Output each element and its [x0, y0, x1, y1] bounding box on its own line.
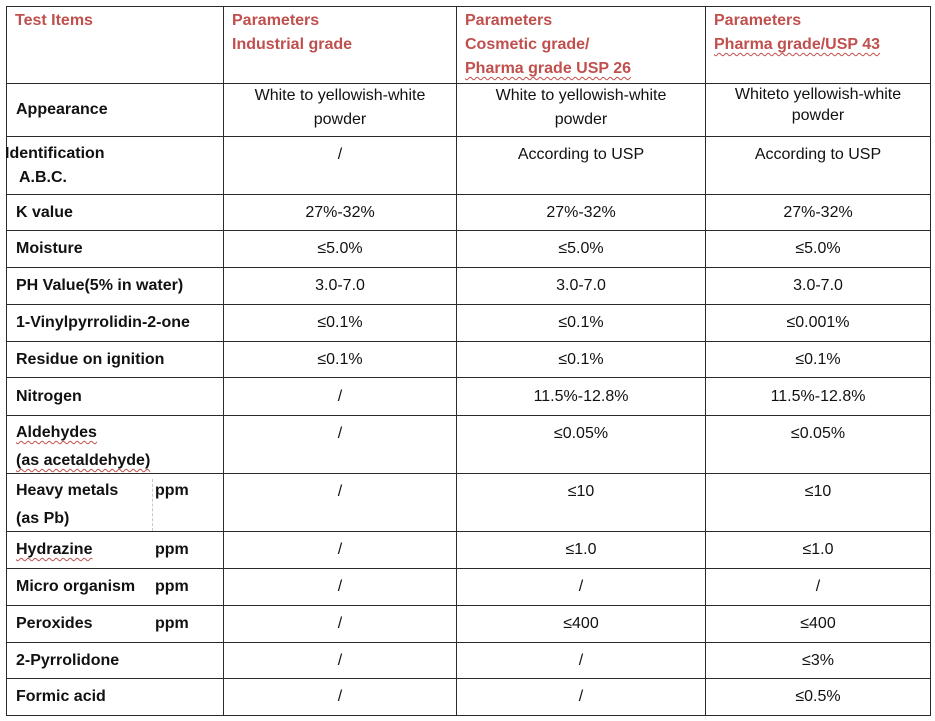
specification-table — [6, 6, 931, 716]
value-pharma: ≤1.0 — [706, 532, 931, 569]
value-industrial: / — [224, 569, 457, 606]
value-cosmetic: 3.0-7.0 — [457, 268, 706, 305]
value-pharma: 11.5%-12.8% — [706, 378, 931, 416]
value-pharma: ≤5.0% — [706, 231, 931, 268]
value-industrial: / — [224, 416, 457, 474]
value-cosmetic: ≤10 — [457, 474, 706, 532]
unit-label: ppm — [152, 479, 223, 531]
value-industrial: 27%-32% — [224, 195, 457, 231]
item-aldehydes: Aldehydes (as acetaldehyde) — [7, 416, 224, 474]
item-2-pyrrolidone: 2-Pyrrolidone — [7, 643, 224, 679]
table-row — [7, 378, 931, 416]
value-cosmetic: ≤400 — [457, 606, 706, 643]
value-industrial: / — [224, 137, 457, 195]
table-row — [7, 679, 931, 716]
header-cosmetic-grade: Parameters Cosmetic grade/ Pharma grade USP 26 — [457, 7, 706, 84]
unit-label: ppm — [155, 615, 189, 632]
value-industrial: 3.0-7.0 — [224, 268, 457, 305]
value-pharma: According to USP — [706, 137, 931, 195]
table-row — [7, 606, 931, 643]
value-pharma: ≤3% — [706, 643, 931, 679]
item-heavy-metals: Heavy metals (as Pb) ppm — [7, 474, 224, 532]
item-residue-on-ignition: Residue on ignition — [7, 342, 224, 378]
value-industrial: / — [224, 643, 457, 679]
value-pharma: ≤10 — [706, 474, 931, 532]
table-row — [7, 231, 931, 268]
value-pharma: ≤0.5% — [706, 679, 931, 716]
table-row — [7, 532, 931, 569]
value-pharma: 27%-32% — [706, 195, 931, 231]
item-peroxides: Peroxides ppm — [7, 606, 224, 643]
item-vinylpyrrolidinone: 1-Vinylpyrrolidin-2-one — [7, 305, 224, 342]
table-row — [7, 474, 931, 532]
header-test-items: Test Items — [7, 7, 224, 84]
table-row — [7, 84, 931, 137]
value-industrial: White to yellowish-white powder — [224, 84, 457, 137]
value-cosmetic: ≤0.05% — [457, 416, 706, 474]
value-cosmetic: ≤1.0 — [457, 532, 706, 569]
value-industrial: / — [224, 606, 457, 643]
table-row — [7, 195, 931, 231]
value-industrial: / — [224, 532, 457, 569]
unit-label: ppm — [155, 541, 189, 558]
value-cosmetic: / — [457, 643, 706, 679]
value-industrial: ≤0.1% — [224, 305, 457, 342]
value-pharma: ≤0.1% — [706, 342, 931, 378]
item-nitrogen: Nitrogen — [7, 378, 224, 416]
value-cosmetic: 27%-32% — [457, 195, 706, 231]
table-row — [7, 569, 931, 606]
table-row — [7, 137, 931, 195]
value-cosmetic: ≤0.1% — [457, 305, 706, 342]
header-row — [7, 7, 931, 84]
value-cosmetic: / — [457, 679, 706, 716]
item-hydrazine: Hydrazine ppm — [7, 532, 224, 569]
value-cosmetic: ≤0.1% — [457, 342, 706, 378]
item-k-value: K value — [7, 195, 224, 231]
item-appearance: Appearance — [7, 84, 224, 137]
table-row — [7, 305, 931, 342]
value-cosmetic: 11.5%-12.8% — [457, 378, 706, 416]
value-industrial: / — [224, 378, 457, 416]
item-moisture: Moisture — [7, 231, 224, 268]
table-row — [7, 643, 931, 679]
value-pharma: ≤0.001% — [706, 305, 931, 342]
value-industrial: / — [224, 474, 457, 532]
value-cosmetic: / — [457, 569, 706, 606]
item-ph-value: PH Value(5% in water) — [7, 268, 224, 305]
header-industrial-grade: Parameters Industrial grade — [224, 7, 457, 84]
item-micro-organism: Micro organism ppm — [7, 569, 224, 606]
table-row — [7, 416, 931, 474]
value-pharma: Whiteto yellowish-white powder — [706, 84, 931, 137]
value-pharma: / — [706, 569, 931, 606]
value-pharma: 3.0-7.0 — [706, 268, 931, 305]
item-formic-acid: Formic acid — [7, 679, 224, 716]
value-industrial: ≤0.1% — [224, 342, 457, 378]
unit-label: ppm — [155, 578, 189, 595]
value-industrial: ≤5.0% — [224, 231, 457, 268]
table-row — [7, 342, 931, 378]
value-cosmetic: According to USP — [457, 137, 706, 195]
item-identification: Identification A.B.C. — [7, 137, 224, 195]
value-pharma: ≤400 — [706, 606, 931, 643]
value-pharma: ≤0.05% — [706, 416, 931, 474]
value-cosmetic: ≤5.0% — [457, 231, 706, 268]
value-industrial: / — [224, 679, 457, 716]
value-cosmetic: White to yellowish-white powder — [457, 84, 706, 137]
table-row — [7, 268, 931, 305]
header-pharma-grade: Parameters Pharma grade/USP 43 — [706, 7, 931, 84]
